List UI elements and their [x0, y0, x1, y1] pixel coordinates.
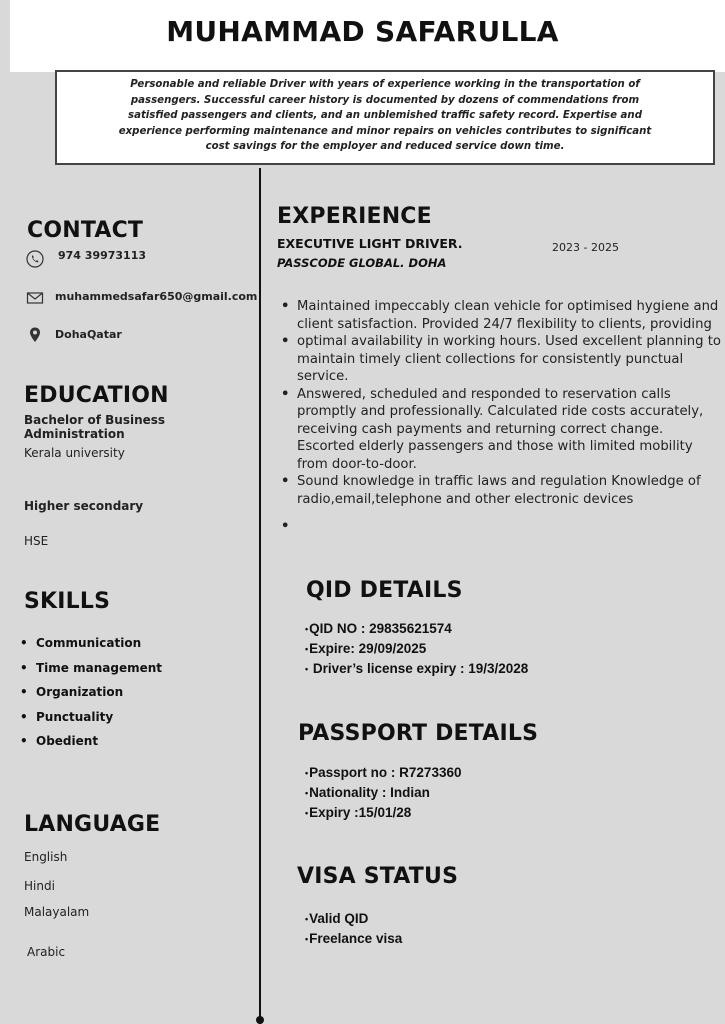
experience-bullets — [281, 298, 721, 535]
skill-item: • Organization — [20, 685, 240, 710]
experience-job-title: EXECUTIVE LIGHT DRIVER. — [277, 236, 463, 251]
experience-bullet — [281, 518, 721, 535]
education-university: Kerala university — [24, 446, 125, 460]
divider-end-dot — [256, 1016, 264, 1024]
contact-phone: 974 39973113 — [58, 249, 147, 262]
mail-icon — [26, 289, 44, 307]
language-item: English — [24, 850, 68, 864]
qid-heading: QID DETAILS — [306, 578, 463, 603]
qid-number: QID NO : 29835621574 — [309, 621, 452, 636]
language-item: Hindi — [24, 879, 55, 893]
visa-item: Freelance visa — [309, 931, 403, 946]
column-divider — [259, 168, 261, 1024]
summary-box — [55, 70, 715, 165]
license-expiry: Driver’s license expiry : 19/3/2028 — [309, 661, 529, 676]
skill-item: • Obedient — [20, 734, 240, 759]
language-item: Arabic — [27, 945, 66, 959]
passport-expiry: Expiry :15/01/28 — [309, 805, 412, 820]
skill-item: • Communication — [20, 636, 240, 661]
skill-item: • Punctuality — [20, 710, 240, 735]
experience-heading: EXPERIENCE — [277, 204, 432, 229]
experience-dates: 2023 - 2025 — [552, 241, 619, 254]
experience-bullet: • Sound knowledge in traffic laws and regulation Knowledge of radio,email,telephone and other electronic devices — [281, 473, 721, 508]
education-heading: EDUCATION — [24, 383, 169, 408]
qid-expiry: Expire: 29/09/2025 — [309, 641, 427, 656]
education-secondary: Higher secondary — [24, 499, 144, 513]
candidate-name: MUHAMMAD SAFARULLA — [166, 15, 559, 48]
phone-icon — [26, 250, 44, 268]
contact-heading: CONTACT — [27, 218, 144, 243]
name-header-bar — [10, 0, 725, 72]
summary-text: Personable and reliable Driver with years of experience working in the transportation of passengers. Successful career history is documented by dozens of commendations from satisfied passengers and clients, and an unblemished traffic safety record. Expertise and experience performing maintenance and minor repairs on vehicles contributes to significant cost savings for the employer and reduced service down time. — [118, 79, 652, 152]
location-pin-icon — [26, 326, 44, 344]
qid-details: •QID NO : 29835621574 •Expire: 29/09/2025 • Driver’s license expiry : 19/3/2028 — [305, 621, 529, 676]
passport-heading: PASSPORT DETAILS — [298, 721, 539, 746]
skill-item: • Time management — [20, 661, 240, 686]
visa-item: Valid QID — [309, 911, 369, 926]
nationality: Nationality : Indian — [309, 785, 430, 800]
experience-bullet: • optimal availability in working hours. Used excellent planning to maintain timely client collections for consistently punctual service. — [281, 333, 721, 386]
visa-heading: VISA STATUS — [297, 864, 459, 889]
language-item: Malayalam — [24, 905, 90, 919]
experience-company: PASSCODE GLOBAL. DOHA — [277, 256, 447, 270]
passport-details: •Passport no : R7273360 •Nationality : Indian •Expiry :15/01/28 — [305, 765, 462, 820]
visa-details: •Valid QID •Freelance visa — [305, 911, 403, 946]
education-degree: Bachelor of Business Administration — [24, 413, 166, 441]
contact-location: DohaQatar — [55, 328, 122, 341]
contact-email: muhammedsafar650@gmail.com — [55, 290, 258, 303]
experience-bullet: • Maintained impeccably clean vehicle for optimised hygiene and client satisfaction. Provided 24/7 flexibility to clients, providing — [281, 298, 721, 333]
education-secondary-board: HSE — [24, 534, 49, 548]
skills-list — [20, 636, 240, 759]
language-heading: LANGUAGE — [24, 812, 161, 837]
experience-bullet: • Answered, scheduled and responded to reservation calls promptly and professionally. Calculated ride costs accurately, receiving cash payments and returning correct change. Escorted elderly passengers and those with limited mobility from door-to-door. — [281, 386, 721, 474]
passport-number: Passport no : R7273360 — [309, 765, 462, 780]
skills-heading: SKILLS — [24, 589, 111, 614]
